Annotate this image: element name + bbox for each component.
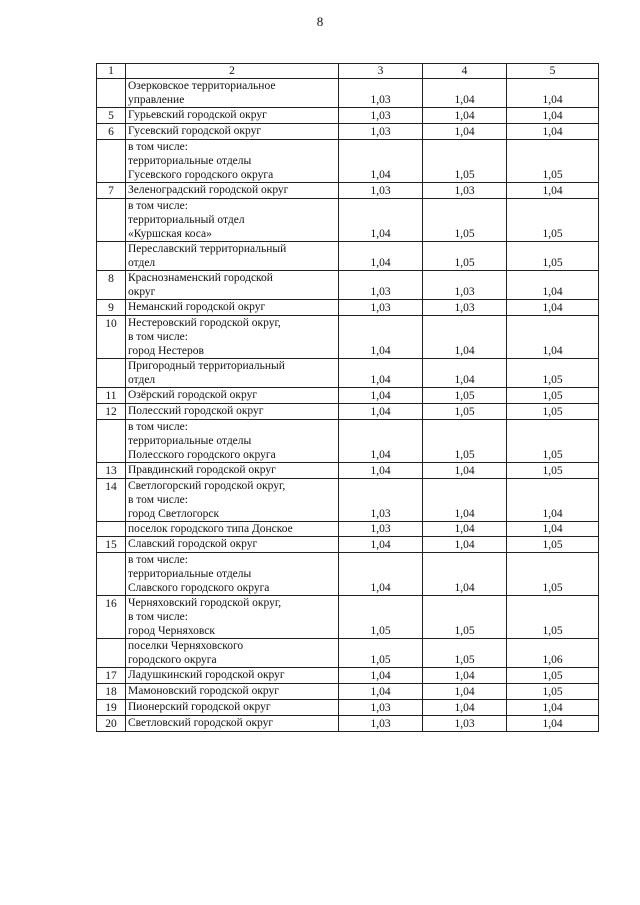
coefficients-table <box>96 63 599 732</box>
coefficient-col5: 1,04 <box>507 700 599 716</box>
table-row <box>97 316 599 359</box>
coefficient-col5: 1,05 <box>507 404 599 420</box>
district-name: поселки Черняховского городского округа <box>126 639 339 668</box>
coefficient-col5: 1,05 <box>507 199 599 242</box>
coefficient-col3: 1,04 <box>339 388 423 404</box>
district-name: Нестеровский городской округ, в том числе: город Нестеров <box>126 316 339 359</box>
coefficient-col3: 1,03 <box>339 522 423 537</box>
row-number: 9 <box>97 300 126 316</box>
district-name: Озерковское территориальное управление <box>126 79 339 108</box>
table-row <box>97 420 599 463</box>
table-row <box>97 124 599 140</box>
coefficient-col3: 1,04 <box>339 140 423 183</box>
coefficient-col3: 1,03 <box>339 300 423 316</box>
district-name: Правдинский городской округ <box>126 463 339 479</box>
coefficient-col3: 1,04 <box>339 359 423 388</box>
district-name: в том числе: территориальные отделы Гусевского городского округа <box>126 140 339 183</box>
coefficient-col5: 1,05 <box>507 684 599 700</box>
row-number: 8 <box>97 271 126 300</box>
coefficient-col4: 1,04 <box>423 522 507 537</box>
row-number: 12 <box>97 404 126 420</box>
coefficient-col5: 1,04 <box>507 183 599 199</box>
row-number: 18 <box>97 684 126 700</box>
row-number: 14 <box>97 479 126 522</box>
coefficient-col4: 1,03 <box>423 271 507 300</box>
table-row <box>97 242 599 271</box>
coefficient-col4: 1,05 <box>423 242 507 271</box>
table-row <box>97 183 599 199</box>
district-name: Гурьевский городской округ <box>126 108 339 124</box>
coefficient-col5: 1,05 <box>507 359 599 388</box>
coefficient-col3: 1,04 <box>339 420 423 463</box>
district-name: в том числе: территориальные отделы Славского городского округа <box>126 553 339 596</box>
coefficient-col4: 1,03 <box>423 716 507 732</box>
row-number <box>97 79 126 108</box>
district-name: поселок городского типа Донское <box>126 522 339 537</box>
table-row <box>97 479 599 522</box>
district-name: Пионерский городской округ <box>126 700 339 716</box>
coefficient-col4: 1,04 <box>423 316 507 359</box>
coefficient-col5: 1,05 <box>507 553 599 596</box>
coefficient-col5: 1,05 <box>507 140 599 183</box>
coefficient-col3: 1,04 <box>339 537 423 553</box>
district-name: Славский городской округ <box>126 537 339 553</box>
district-name: Озёрский городской округ <box>126 388 339 404</box>
table-row <box>97 79 599 108</box>
coefficient-col3: 1,04 <box>339 684 423 700</box>
row-number: 15 <box>97 537 126 553</box>
coefficient-col5: 1,04 <box>507 300 599 316</box>
coefficient-col5: 1,05 <box>507 242 599 271</box>
coefficient-col3: 1,05 <box>339 639 423 668</box>
district-name: в том числе: территориальный отдел «Куршская коса» <box>126 199 339 242</box>
column-header: 3 <box>339 64 423 79</box>
coefficient-col4: 1,05 <box>423 420 507 463</box>
row-number: 19 <box>97 700 126 716</box>
coefficient-col4: 1,04 <box>423 463 507 479</box>
coefficient-col5: 1,04 <box>507 716 599 732</box>
coefficient-col3: 1,04 <box>339 316 423 359</box>
coefficient-col3: 1,03 <box>339 479 423 522</box>
coefficient-col5: 1,06 <box>507 639 599 668</box>
coefficient-col4: 1,04 <box>423 359 507 388</box>
table-row <box>97 700 599 716</box>
row-number: 5 <box>97 108 126 124</box>
coefficient-col4: 1,04 <box>423 79 507 108</box>
table-row <box>97 199 599 242</box>
column-header: 1 <box>97 64 126 79</box>
row-number: 16 <box>97 596 126 639</box>
coefficient-col5: 1,05 <box>507 463 599 479</box>
coefficient-col4: 1,05 <box>423 199 507 242</box>
district-name: Неманский городской округ <box>126 300 339 316</box>
coefficient-col5: 1,05 <box>507 537 599 553</box>
district-name: Пригородный территориальный отдел <box>126 359 339 388</box>
coefficient-col5: 1,04 <box>507 479 599 522</box>
coefficient-col4: 1,04 <box>423 668 507 684</box>
table-row <box>97 668 599 684</box>
district-name: Светлогорский городской округ, в том числе: город Светлогорск <box>126 479 339 522</box>
row-number <box>97 242 126 271</box>
coefficient-col4: 1,03 <box>423 300 507 316</box>
coefficient-col3: 1,04 <box>339 553 423 596</box>
coefficient-col4: 1,04 <box>423 479 507 522</box>
district-name: Зеленоградский городской округ <box>126 183 339 199</box>
row-number <box>97 639 126 668</box>
coefficient-col3: 1,04 <box>339 199 423 242</box>
table-row <box>97 553 599 596</box>
table-row <box>97 596 599 639</box>
coefficient-col3: 1,03 <box>339 271 423 300</box>
coefficient-col5: 1,04 <box>507 108 599 124</box>
coefficient-col4: 1,04 <box>423 553 507 596</box>
row-number <box>97 199 126 242</box>
coefficient-col3: 1,03 <box>339 700 423 716</box>
table-row <box>97 522 599 537</box>
district-name: Светловский городской округ <box>126 716 339 732</box>
coefficient-col4: 1,04 <box>423 124 507 140</box>
coefficient-col5: 1,05 <box>507 388 599 404</box>
table-row <box>97 463 599 479</box>
coefficient-col3: 1,04 <box>339 404 423 420</box>
coefficient-col5: 1,05 <box>507 668 599 684</box>
coefficient-col3: 1,04 <box>339 668 423 684</box>
coefficient-col4: 1,05 <box>423 596 507 639</box>
coefficient-col3: 1,03 <box>339 79 423 108</box>
table-row <box>97 404 599 420</box>
row-number <box>97 522 126 537</box>
column-header: 5 <box>507 64 599 79</box>
coefficient-col3: 1,04 <box>339 242 423 271</box>
row-number: 10 <box>97 316 126 359</box>
coefficient-col5: 1,04 <box>507 124 599 140</box>
district-name: Гусевский городской округ <box>126 124 339 140</box>
coefficient-col4: 1,05 <box>423 140 507 183</box>
page-number: 8 <box>316 14 324 29</box>
table-row <box>97 140 599 183</box>
table-row <box>97 300 599 316</box>
row-number <box>97 359 126 388</box>
district-name: Переславский территориальный отдел <box>126 242 339 271</box>
district-name: Ладушкинский городской округ <box>126 668 339 684</box>
row-number: 17 <box>97 668 126 684</box>
district-name: Черняховский городской округ, в том числе: город Черняховск <box>126 596 339 639</box>
coefficient-col4: 1,03 <box>423 183 507 199</box>
coefficient-col3: 1,03 <box>339 124 423 140</box>
table-row <box>97 716 599 732</box>
table-row <box>97 639 599 668</box>
table-row <box>97 359 599 388</box>
row-number <box>97 140 126 183</box>
row-number: 6 <box>97 124 126 140</box>
coefficient-col4: 1,04 <box>423 700 507 716</box>
coefficient-col3: 1,03 <box>339 183 423 199</box>
coefficient-col4: 1,04 <box>423 537 507 553</box>
district-name: Краснознаменский городской округ <box>126 271 339 300</box>
row-number: 11 <box>97 388 126 404</box>
coefficient-col3: 1,03 <box>339 716 423 732</box>
district-name: Полесский городской округ <box>126 404 339 420</box>
table-row <box>97 388 599 404</box>
district-name: Мамоновский городской округ <box>126 684 339 700</box>
coefficient-col3: 1,04 <box>339 463 423 479</box>
coefficient-col5: 1,04 <box>507 522 599 537</box>
coefficient-col4: 1,05 <box>423 388 507 404</box>
table-row <box>97 537 599 553</box>
table-row <box>97 684 599 700</box>
table-row <box>97 271 599 300</box>
column-header: 2 <box>126 64 339 79</box>
coefficient-col5: 1,04 <box>507 79 599 108</box>
district-name: в том числе: территориальные отделы Полесского городского округа <box>126 420 339 463</box>
row-number: 7 <box>97 183 126 199</box>
table-header-row <box>97 64 599 79</box>
coefficient-col5: 1,05 <box>507 420 599 463</box>
row-number <box>97 420 126 463</box>
coefficient-col5: 1,05 <box>507 596 599 639</box>
coefficient-col4: 1,04 <box>423 684 507 700</box>
row-number: 20 <box>97 716 126 732</box>
coefficient-col4: 1,05 <box>423 639 507 668</box>
row-number: 13 <box>97 463 126 479</box>
column-header: 4 <box>423 64 507 79</box>
coefficient-col4: 1,05 <box>423 404 507 420</box>
table-row <box>97 108 599 124</box>
coefficient-col3: 1,03 <box>339 108 423 124</box>
coefficient-col4: 1,04 <box>423 108 507 124</box>
coefficient-col5: 1,04 <box>507 271 599 300</box>
coefficient-col3: 1,05 <box>339 596 423 639</box>
row-number <box>97 553 126 596</box>
coefficient-col5: 1,04 <box>507 316 599 359</box>
